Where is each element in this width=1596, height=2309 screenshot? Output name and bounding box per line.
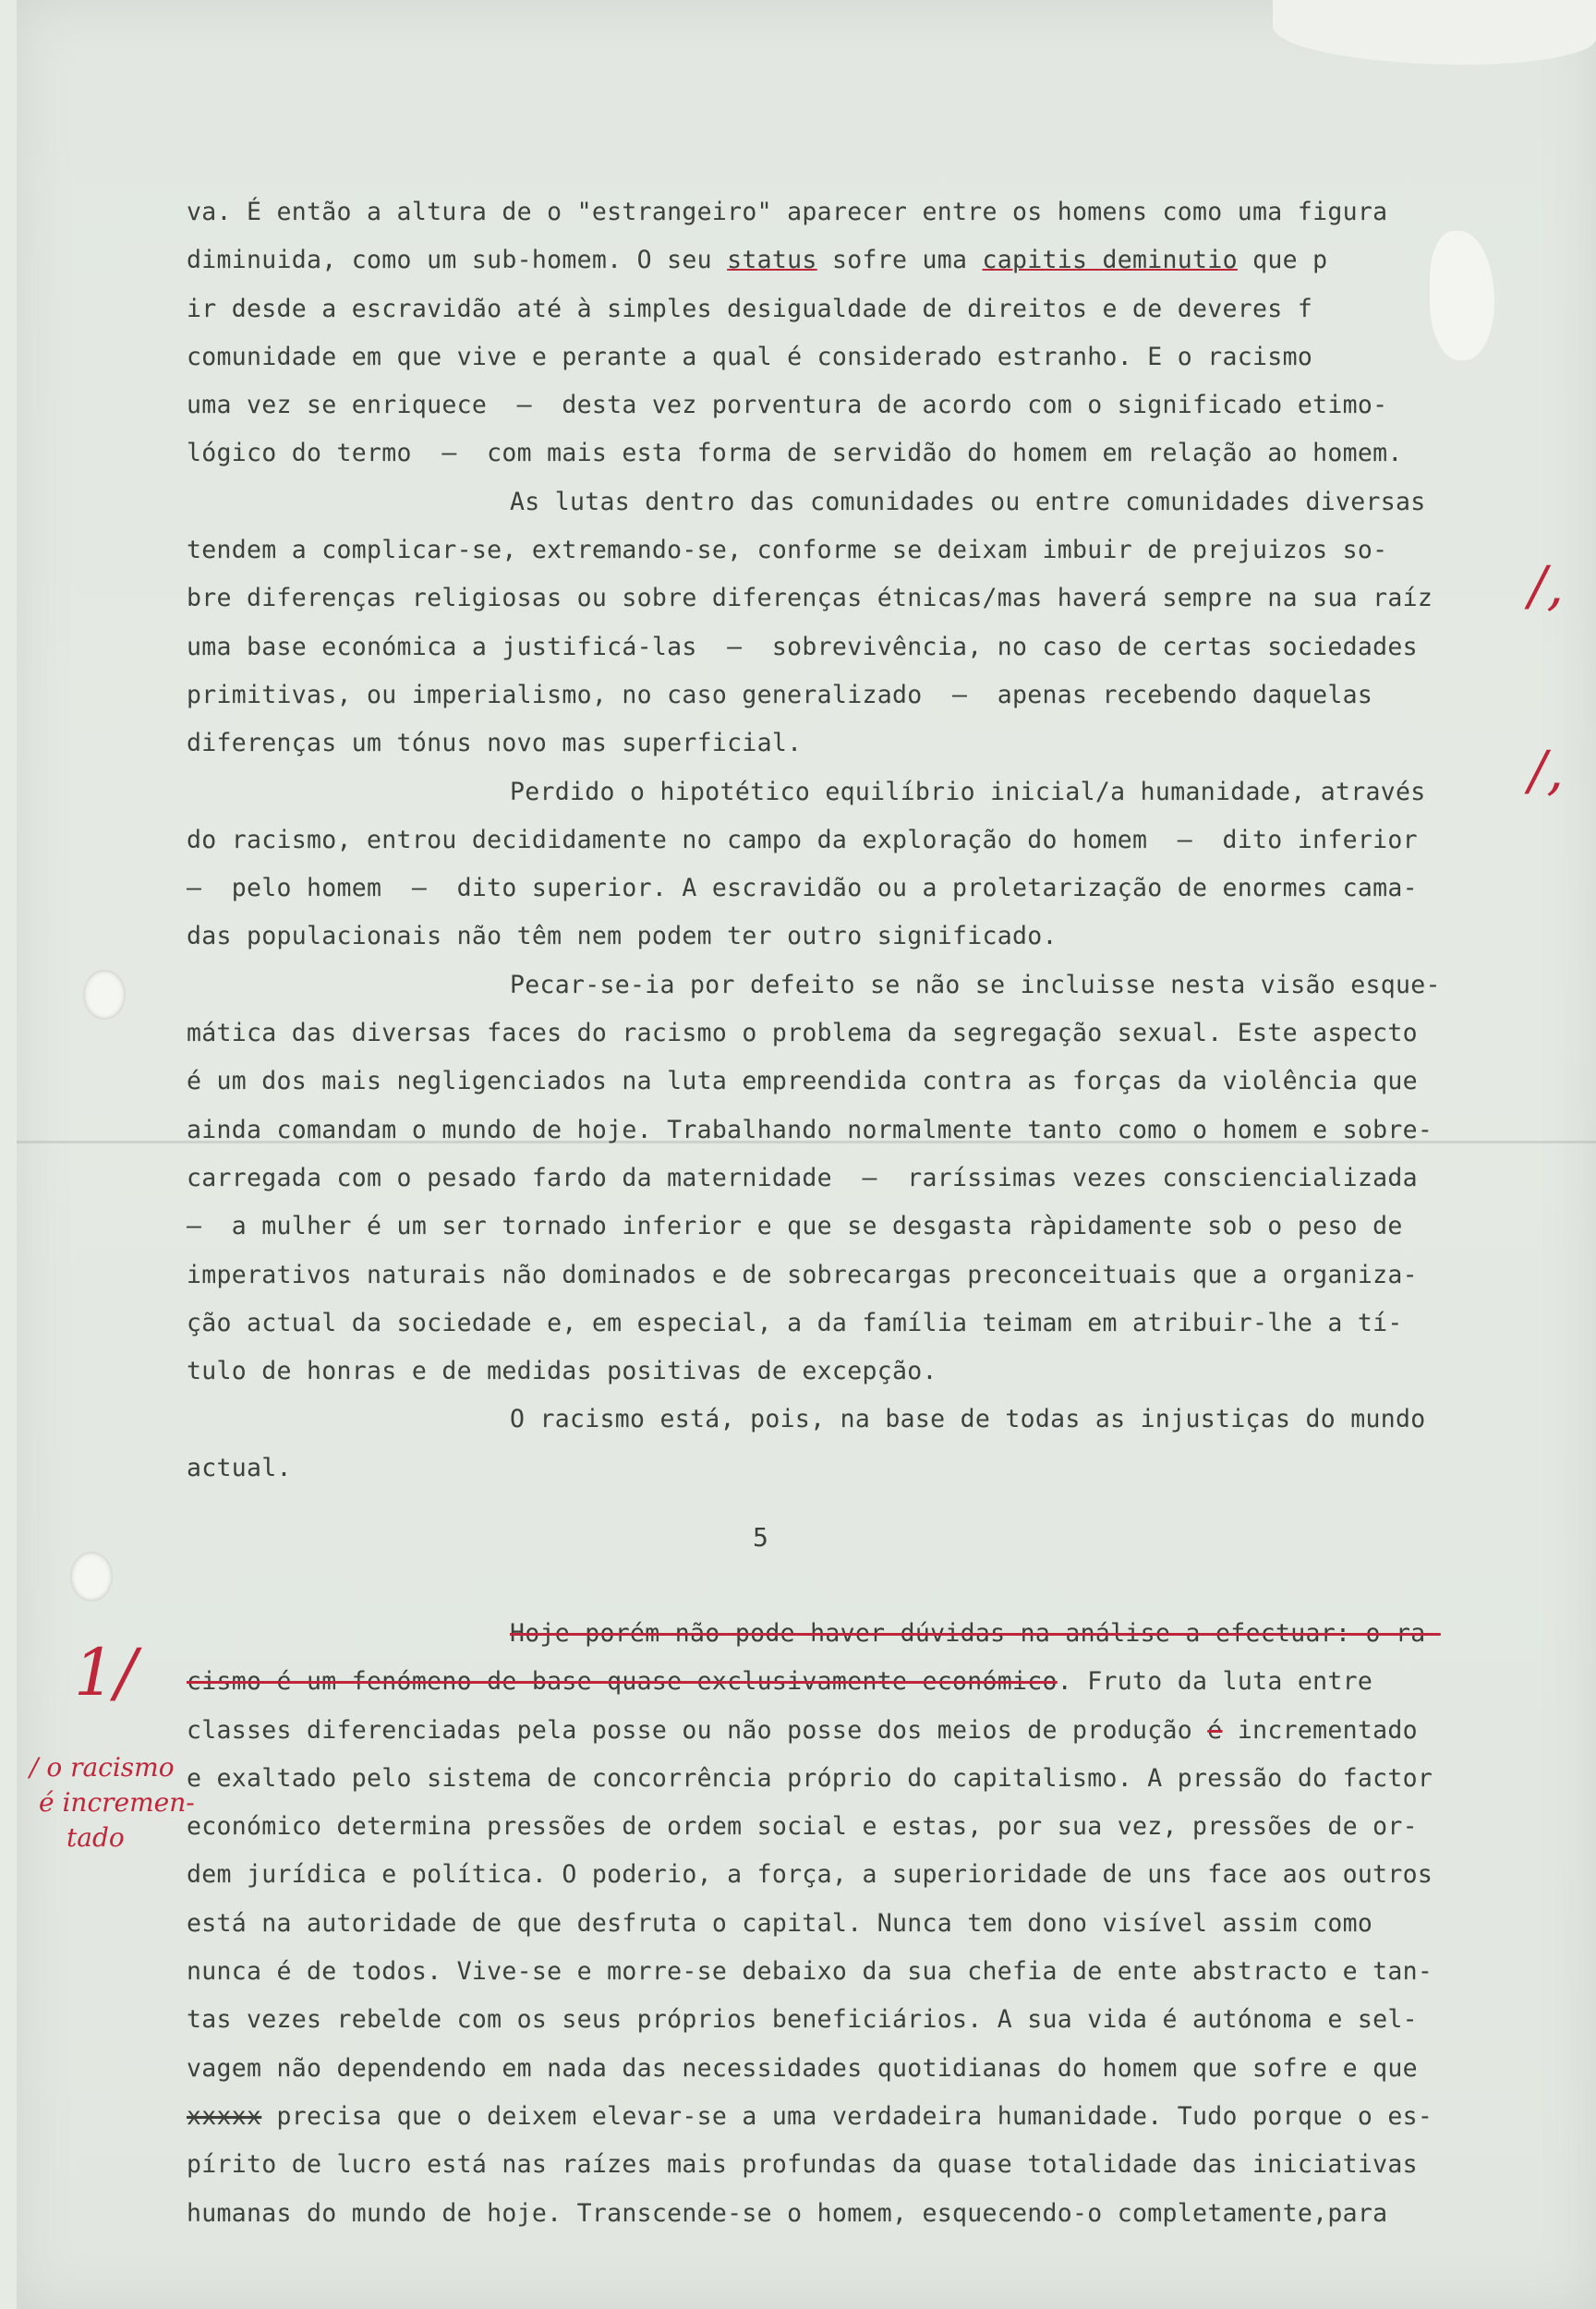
status-underlined: status	[727, 246, 817, 275]
text-line: dem jurídica e política. O poderio, a força, a superioridade de uns face aos outros	[187, 1860, 1433, 1890]
handwritten-note: / o racismo é incremen- tado	[30, 1752, 195, 1853]
text-line: primitivas, ou imperialismo, no caso generalizado – apenas recebendo daquelas	[187, 680, 1373, 709]
text-line: vagem não dependendo em nada das necessidades quotidianas do homem que sofre e que	[187, 2053, 1418, 2083]
text-line: tas vezes rebelde com os seus próprios beneficiários. A sua vida é autónoma e sel-	[187, 2005, 1418, 2035]
text-line: uma vez se enriquece – desta vez porventura de acordo com o significado etimo-	[187, 391, 1388, 420]
text-line: carregada com o pesado fardo da maternidade – raríssimas vezes consciencializada	[187, 1163, 1418, 1192]
text-line: imperativos naturais não dominados e de sobrecargas preconceituais que a organiza-	[187, 1260, 1418, 1289]
text-line: mática das diversas faces do racismo o problema da segregação sexual. Este aspecto	[187, 1019, 1418, 1048]
text-line: cismo é um fenómeno de base quase exclusivamente económico. Fruto da luta entre	[187, 1667, 1373, 1697]
text-line: das populacionais não têm nem podem ter outro significado.	[187, 922, 1058, 951]
text-line: diferenças um tónus novo mas superficial.	[187, 729, 803, 758]
text-line: está na autoridade de que desfruta o capital. Nunca tem dono visível assim como	[187, 1908, 1373, 1938]
paragraph-racismo-start: O racismo está, pois, na base de todas as injustiças do mundo	[510, 1405, 1426, 1434]
text-line: – pelo homem – dito superior. A escravidão ou a proletarização de enormes cama-	[187, 874, 1418, 903]
text-line: actual.	[187, 1453, 292, 1482]
text-line: lógico do termo – com mais esta forma de servidão do homem em relação ao homem.	[187, 439, 1403, 468]
punch-hole	[83, 970, 126, 1020]
text-line: económico determina pressões de ordem social e estas, por sua vez, pressões de or-	[187, 1812, 1418, 1842]
upper-text-block	[187, 188, 1544, 1493]
text-line: e exaltado pelo sistema de concorrência próprio do capitalismo. A pressão do factor	[187, 1763, 1433, 1793]
text-line: tulo de honras e de medidas positivas de excepção.	[187, 1357, 937, 1386]
text-line: va. É então a altura de o "estrangeiro" aparecer entre os homens como uma figura	[187, 198, 1388, 226]
margin-annotation-mark: /,	[1529, 739, 1564, 802]
text-line: do racismo, entrou decididamente no campo da exploração do homem – dito inferior	[187, 825, 1418, 854]
text-line: uma base económica a justificá-las – sobrevivência, no caso de certas sociedades	[187, 632, 1418, 661]
text-line: pírito de lucro está nas raízes mais profundas da quase totalidade das iniciativas	[187, 2150, 1418, 2180]
punch-hole	[70, 1552, 113, 1602]
margin-annotation-mark: /,	[1529, 554, 1564, 617]
struck-text: xxxxx	[187, 2101, 262, 2131]
text-line: tendem a complicar-se, extremando-se, conforme se deixam imbuir de prejuizos so-	[187, 536, 1388, 565]
struck-text: Hoje porém não pode haver dúvidas na análise a efectuar: o ra-	[510, 1619, 1441, 1648]
text-line: ainda comandam o mundo de hoje. Trabalhando normalmente tanto como o homem e sobre-	[187, 1115, 1433, 1144]
text-line: ção actual da sociedade e, em especial, a da família teimam em atribuir-lhe a tí-	[187, 1308, 1403, 1337]
text-line: é um dos mais negligenciados na luta empreendida contra as forças da violência que	[187, 1067, 1418, 1096]
text-line: ir desde a escravidão até à simples desigualdade de direitos e de deveres f	[187, 294, 1313, 323]
section-5-text	[187, 1610, 1544, 2238]
margin-annotation-mark: 1/	[74, 1635, 138, 1711]
paragraph-lutas-start: As lutas dentro das comunidades ou entre comunidades diversas	[510, 487, 1426, 516]
struck-text: é	[1207, 1715, 1223, 1745]
section-number: 5	[753, 1522, 768, 1553]
text-line: comunidade em que vive e perante a qual é considerado estranho. E o racismo	[187, 342, 1313, 371]
text-line: diminuida, como um sub-homem. O seu status sofre uma capitis deminutio que p	[187, 246, 1328, 275]
capitis-underlined: capitis deminutio	[982, 246, 1238, 275]
text-line: – a mulher é um ser tornado inferior e que se desgasta ràpidamente sob o peso de	[187, 1212, 1403, 1241]
text-line: xxxxx precisa que o deixem elevar-se a uma verdadeira humanidade. Tudo porque o es-	[187, 2101, 1433, 2131]
paper-crease	[1273, 0, 1596, 65]
struck-text: cismo é um fenómeno de base quase exclusivamente económico	[187, 1667, 1058, 1697]
text-line: classes diferenciadas pela posse ou não posse dos meios de produção é incrementado	[187, 1715, 1418, 1745]
text-line: humanas do mundo de hoje. Transcende-se o homem, esquecendo-o completamente,para	[187, 2198, 1388, 2228]
paragraph-pecar-start: Pecar-se-ia por defeito se não se incluisse nesta visão esque-	[510, 970, 1441, 999]
paragraph-perdido-start: Perdido o hipotético equilíbrio inicial/a humanidade, através	[510, 777, 1426, 806]
text-line: nunca é de todos. Vive-se e morre-se debaixo da sua chefia de ente abstracto e tan-	[187, 1957, 1433, 1987]
text-line: bre diferenças religiosas ou sobre diferenças étnicas/mas haverá sempre na sua raíz	[187, 584, 1433, 613]
struck-line	[187, 1610, 1544, 1658]
